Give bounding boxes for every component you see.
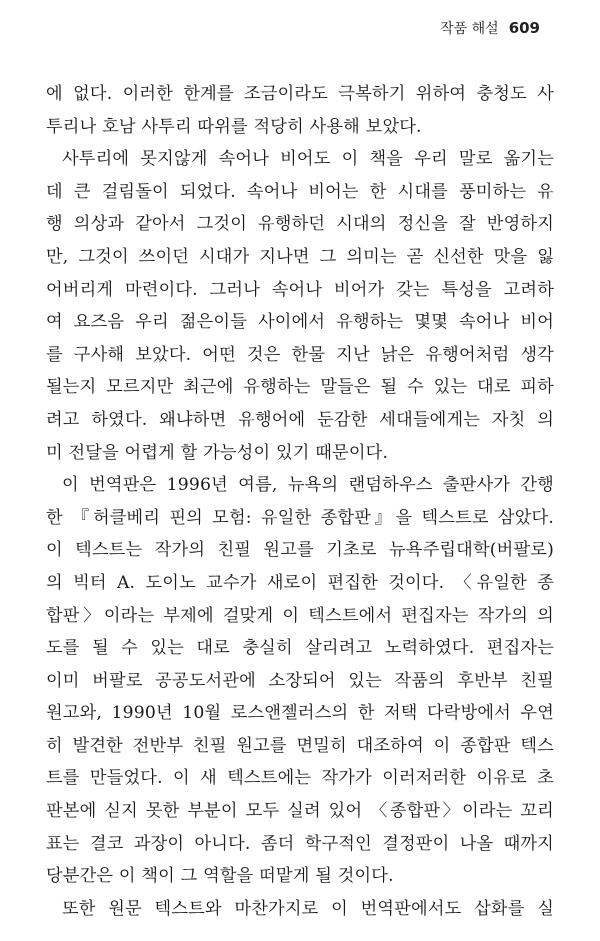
text-line: 의 빅터 A. 도이노 교수가 새로이 편집한 것이다. 〈유일한 종 <box>46 572 554 593</box>
text-line: 투리나 호남 사투리 따위를 적당히 사용해 보았다. <box>46 116 422 137</box>
text-line: 데 큰 걸림돌이 되었다. 속어나 비어는 한 시대를 풍미하는 유 <box>46 181 554 202</box>
text-line: 도를 될 수 있는 대로 충실히 살리려고 노력하였다. 편집자는 <box>46 638 554 659</box>
text-line: 어버리게 마련이다. 그러나 속어나 비어가 갖는 특성을 고려하 <box>46 279 554 300</box>
text-line: 한 『허클베리 핀의 모험: 유일한 종합판』을 텍스트로 삼았다. <box>46 507 554 528</box>
text-line: 여 요즈음 우리 젊은이들 사이에서 유행하는 몇몇 속어나 비어 <box>46 312 554 333</box>
text-line: 또한 원문 텍스트와 마찬가지로 이 번역판에서도 삽화를 실 <box>62 898 554 919</box>
text-line: 이미 버팔로 공공도서관에 소장되어 있는 작품의 후반부 친필 <box>46 670 554 691</box>
text-line: 이 텍스트는 작가의 친필 원고를 기초로 뉴욕주립대학(버팔로) <box>46 540 554 561</box>
text-line: 에 없다. 이러한 한계를 조금이라도 극복하기 위하여 충청도 사 <box>46 84 554 104</box>
text-line: 원고와, 1990년 10월 로스앤젤러스의 한 저택 다락방에서 우연 <box>46 703 554 724</box>
text-line: 만, 그것이 쓰이던 시대가 지나면 그 의미는 곧 신선한 맛을 잃 <box>46 246 554 267</box>
running-header <box>440 18 540 38</box>
section-title: 작품 해설 <box>440 21 499 37</box>
text-line: 트를 만들었다. 이 새 텍스트에는 작가가 이러저러한 이유로 초 <box>46 768 554 789</box>
text-line: 미 전달을 어렵게 할 가능성이 있기 때문이다. <box>46 442 389 463</box>
page-number: 609 <box>508 19 540 37</box>
text-line: 를 구사해 보았다. 어떤 것은 한물 지난 낡은 유행어처럼 생각 <box>46 344 554 365</box>
text-line: 합판〉이라는 부제에 걸맞게 이 텍스트에서 편집자는 작가의 의 <box>46 605 554 626</box>
text-line: 당분간은 이 책이 그 역할을 떠맡게 될 것이다. <box>46 866 394 887</box>
text-line: 행 의상과 같아서 그것이 유행하던 시대의 정신을 잘 반영하지 <box>46 214 554 235</box>
text-line: 려고 하였다. 왜냐하면 유행어에 둔감한 세대들에게는 자칫 의 <box>46 409 554 430</box>
text-line: 될는지 모르지만 최근에 유행하는 말들은 될 수 있는 대로 피하 <box>46 377 554 398</box>
body-text <box>46 78 554 925</box>
text-line: 사투리에 못지않게 속어나 비어도 이 책을 우리 말로 옮기는 <box>62 149 554 170</box>
text-line: 표는 결코 과장이 아니다. 좀더 학구적인 결정판이 나올 때까지 <box>46 833 554 854</box>
text-line: 이 번역판은 1996년 여름, 뉴욕의 랜덤하우스 출판사가 간행 <box>62 475 554 496</box>
text-line: 히 발견한 전반부 친필 원고를 면밀히 대조하여 이 종합판 텍스 <box>46 735 554 756</box>
text-line: 판본에 싣지 못한 부분이 모두 실려 있어 〈종합판〉이라는 꼬리 <box>46 801 554 822</box>
